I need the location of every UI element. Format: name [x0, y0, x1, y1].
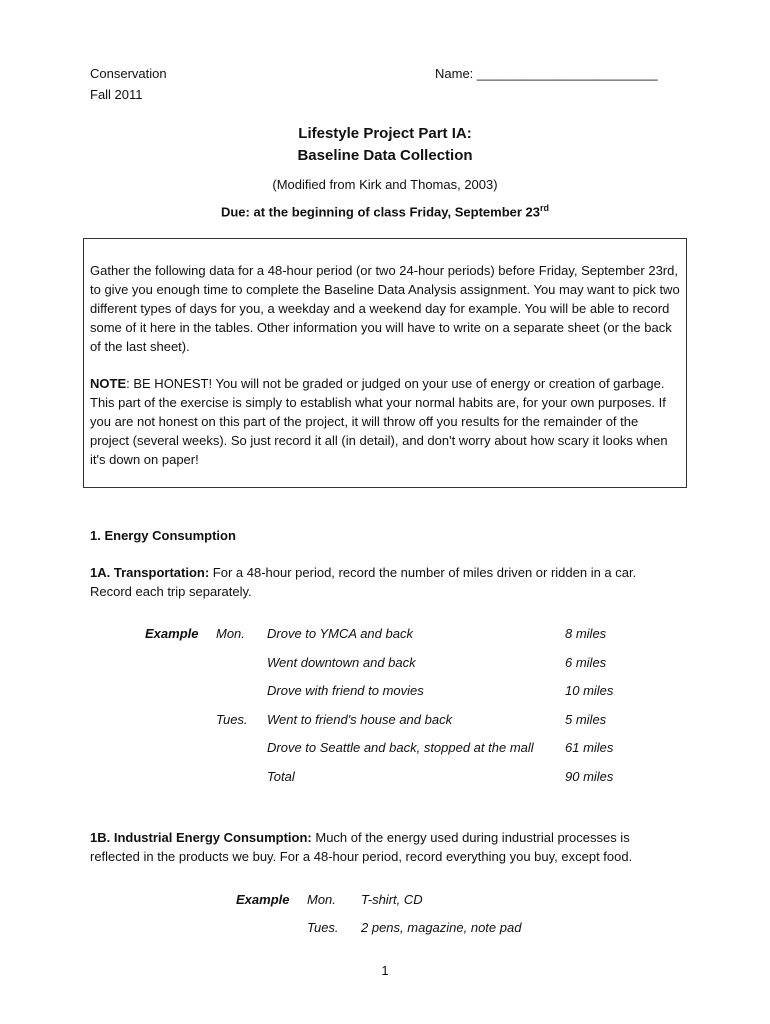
table-cell-miles: 10 miles	[565, 683, 614, 698]
table-cell-items: 2 pens, magazine, note pad	[361, 920, 522, 935]
table-cell-miles: 5 miles	[565, 712, 607, 727]
table-cell-day: Tues.	[307, 920, 339, 935]
table-cell-trip: Went downtown and back	[267, 655, 416, 670]
table-cell-total-label: Total	[267, 769, 295, 784]
table-cell-day: Tues.	[216, 712, 248, 727]
section-heading: 1. Energy Consumption	[90, 528, 236, 543]
example-label: Example	[236, 892, 290, 907]
table-cell-miles: 6 miles	[565, 655, 607, 670]
note-paragraph: NOTE: BE HONEST! You will not be graded or judged on your use of energy or creation of garbage. This part of the exercise is simply to establish what your normal habits are, for your own purposes. If you are not honest on this part of the project, it will throw off you results for the remainder of the project (several weeks). So just record it all (in detail), and don't worry about how scary it looks when it's down on paper!	[90, 376, 668, 467]
name-field-label: Name: _________________________	[435, 66, 658, 81]
table-cell-miles: 8 miles	[565, 626, 607, 641]
table-cell-trip: Drove to YMCA and back	[267, 626, 413, 641]
table-cell-items: T-shirt, CD	[361, 892, 423, 907]
due-date: Due: at the beginning of class Friday, September 23rd	[220, 203, 550, 220]
term: Fall 2011	[90, 87, 143, 102]
source-citation: (Modified from Kirk and Thomas, 2003)	[272, 177, 498, 192]
page-subtitle: Baseline Data Collection	[297, 147, 473, 164]
table-cell-day: Mon.	[216, 626, 245, 641]
example-label: Example	[145, 626, 199, 641]
table-cell-total-miles: 90 miles	[565, 769, 614, 784]
industrial-instructions: 1B. Industrial Energy Consumption: Much of the energy used during industrial processes is	[90, 830, 630, 845]
table-cell-miles: 61 miles	[565, 740, 614, 755]
table-cell-trip: Drove with friend to movies	[267, 683, 424, 698]
table-cell-trip: Drove to Seattle and back, stopped at the mall	[267, 740, 534, 755]
instructions-paragraph: Gather the following data for a 48-hour period (or two 24-hour periods) before Friday, September 23rd, to give you enough time to complete the Baseline Data Analysis assignment. You may want to pick two different types of days for you, a weekday and a weekend day for example. You will be able to record some of it here in the tables. Other information you will have to write on a separate sheet (or the back of the last sheet).	[90, 263, 680, 354]
table-cell-trip: Went to friend's house and back	[267, 712, 453, 727]
industrial-instructions-cont: reflected in the products we buy. For a 48-hour period, record everything you buy, except food.	[90, 849, 633, 864]
table-cell-day: Mon.	[307, 892, 336, 907]
course-name: Conservation	[90, 66, 167, 81]
page-number: 1	[381, 963, 389, 978]
transportation-instructions-cont: Record each trip separately.	[90, 584, 252, 599]
transportation-instructions: 1A. Transportation: For a 48-hour period, record the number of miles driven or ridden in a car.	[90, 565, 637, 580]
page-title: Lifestyle Project Part IA:	[298, 125, 472, 142]
